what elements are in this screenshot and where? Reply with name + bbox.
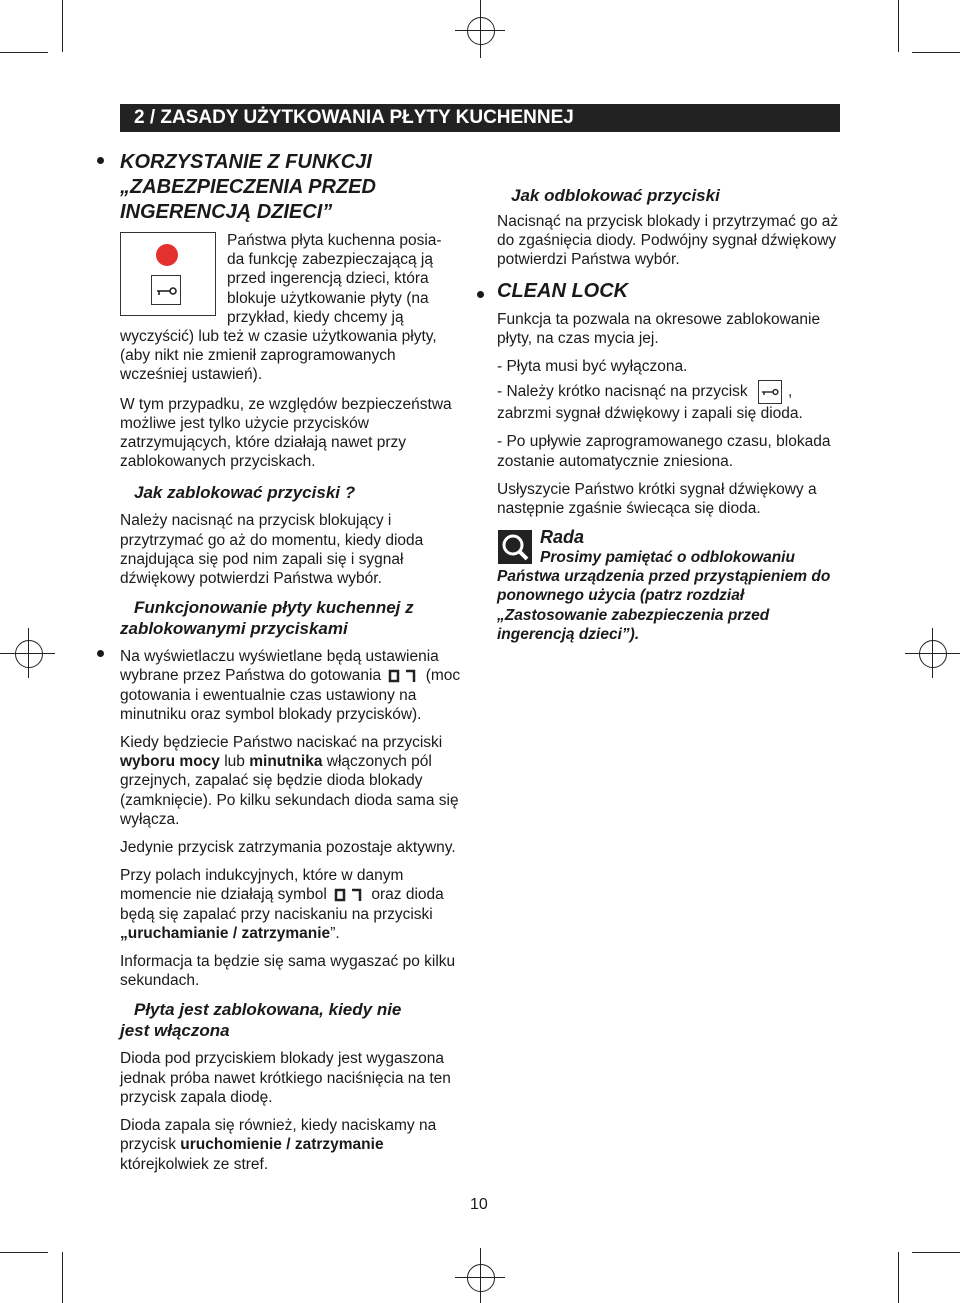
function-heading [120,597,465,639]
power-display-icon [388,669,418,683]
text: którejkolwiek ze stref. [120,1155,269,1173]
text: Kiedy będziecie Państwo naciskać na przyciski [120,734,443,752]
text: Na wyświetlaczu wyświetlane będą ustawienia wybrane przez Państwa do gotowania [120,648,439,685]
clean-step: - Płyta musi być wyłączona. [497,358,688,376]
left-body [120,327,465,1183]
page-number: 10 [470,1196,488,1213]
intro-line: blokuje użytkowanie płyty (na [227,289,429,307]
text: ”. [330,924,340,942]
emphasis: uruchomienie / zatrzymanie [180,1136,384,1154]
left-column [120,150,465,225]
only-stop-paragraph: Jedynie przycisk zatrzymania pozostaje aktywny. [120,839,456,857]
info-paragraph: Informacja ta będzie się sama wygaszać po kilku sekundach. [120,953,456,990]
bullet [477,291,484,298]
induction-paragraph [120,866,465,943]
locked-heading [120,999,465,1041]
right-column [497,185,847,527]
text: Przy polach indukcyjnych, które w danym momencie nie działają symbol [120,867,404,904]
unlock-paragraph: Nacisnąć na przycisk blokady i przytrzymać go aż do zgaśnięcia diody. Podwójny sygnał dźwiękowy potwierdzi Państwa wybór. [497,213,839,269]
section-title-line: INGERENCJĄ DZIECI” [120,201,333,223]
intro-line: Państwa płyta kuchenna posia- [227,232,442,249]
tip-text: Prosimy pamiętać o odblokowaniu [540,549,795,566]
chapter-header: 2 / ZASADY UŻYTKOWANIA PŁYTY KUCHENNEJ [120,104,840,132]
text: włączonych pól grzejnych, zapalać się będzie dioda blokady (zamknięcie). Po kilku sekundach dioda sama się wyłącza. [120,753,459,828]
safety-paragraph: W tym przypadku, ze względów bezpieczeństwa możliwe jest tylko użycie przycisków zatrzymujących, które działają nawet przy zablokowanych przyciskach. [120,395,452,471]
section-title [120,150,465,225]
clean-lock-paragraph: Funkcja ta pozwala na okresowe zablokowanie płyty, na czas mycia jej. [497,310,821,347]
display-paragraph [120,647,465,724]
lock-heading: Jak zablokować przyciski ? [134,483,356,503]
intro-wrap [227,231,467,327]
key-icon [151,275,181,305]
led-off-paragraph: Dioda pod przyciskiem blokady jest wygaszona jednak próba nawet krótkiego naciśnięcia na ten przycisk zapala diodę. [120,1050,451,1106]
tip-block [497,526,847,644]
emphasis: wyboru mocy [120,753,220,771]
text: oraz dioda będą się zapalać przy naciskaniu na przyciski [120,886,444,923]
heading-line: Płyta jest zablokowana, kiedy nie [134,1000,402,1020]
section-title-line: KORZYSTANIE Z FUNKCJI [120,151,372,173]
intro-line: przykład, kiedy chcemy ją [227,308,404,326]
unlock-heading: Jak odblokować przyciski [511,186,720,205]
section-title-line: „ZABEZPIECZENIA PRZED [120,176,376,198]
clean-step: - Po upływie zaprogramowanego czasu, blokada zostanie automatycznie zniesiona. [497,433,831,470]
intro-line: da funkcję zabezpieczającą ją [227,251,433,269]
text: , [787,383,793,401]
text: (moc gotowania i ewentualnie czas ustawiony na minutniku oraz symbol blokady przycisków). [120,667,461,723]
text: zabrzmi sygnał dźwiękowy i zapali się dioda. [497,405,803,423]
red-led-icon [156,244,178,266]
press-paragraph [120,733,465,829]
clean-step [497,380,847,423]
key-icon [758,380,782,404]
lock-paragraph: Należy nacisnąć na przycisk blokujący i przytrzymać go aż do momentu, kiedy dioda znajdująca się pod nim zapali się i sygnał dźwiękowy potwierdzi Państwa wybór. [120,512,424,588]
intro-paragraph: wyczyścić) lub też w czasie użytkowania płyty, (aby nikt nie zmienił zaprogramowanych wcześniej ustawień). [120,328,437,384]
lock-panel-illustration [120,232,216,316]
emphasis: „uruchamianie / zatrzymanie [120,924,331,942]
intro-line: przed ingerencją dzieci, która [227,270,429,288]
emphasis: minutnika [249,753,323,771]
text: lub [224,753,245,771]
heading-line: Funkcjonowanie płyty kuchennej z [134,598,414,618]
bullet [97,650,104,657]
tip-text: Państwa urządzenia przed przystąpieniem do ponownego użycia (patrz rozdział „Zastosowanie zabezpieczenia przed ingerencją dzieci”). [497,568,831,643]
text: Dioda zapala się również, kiedy naciskamy na przycisk [120,1117,437,1154]
bullet [97,157,104,164]
clean-step: Usłyszycie Państwo krótki sygnał dźwiękowy a następnie zgaśnie świecąca się dioda. [497,480,817,518]
heading-line: zablokowanymi przyciskami [120,619,348,639]
power-display-icon [334,888,364,902]
tip-title: Rada [540,527,585,547]
clean-lock-heading: CLEAN LOCK [497,279,629,302]
text: - Należy krótko nacisnąć na przycisk [497,383,748,401]
heading-line: jest włączona [120,1021,230,1041]
led-on-paragraph [120,1116,465,1174]
